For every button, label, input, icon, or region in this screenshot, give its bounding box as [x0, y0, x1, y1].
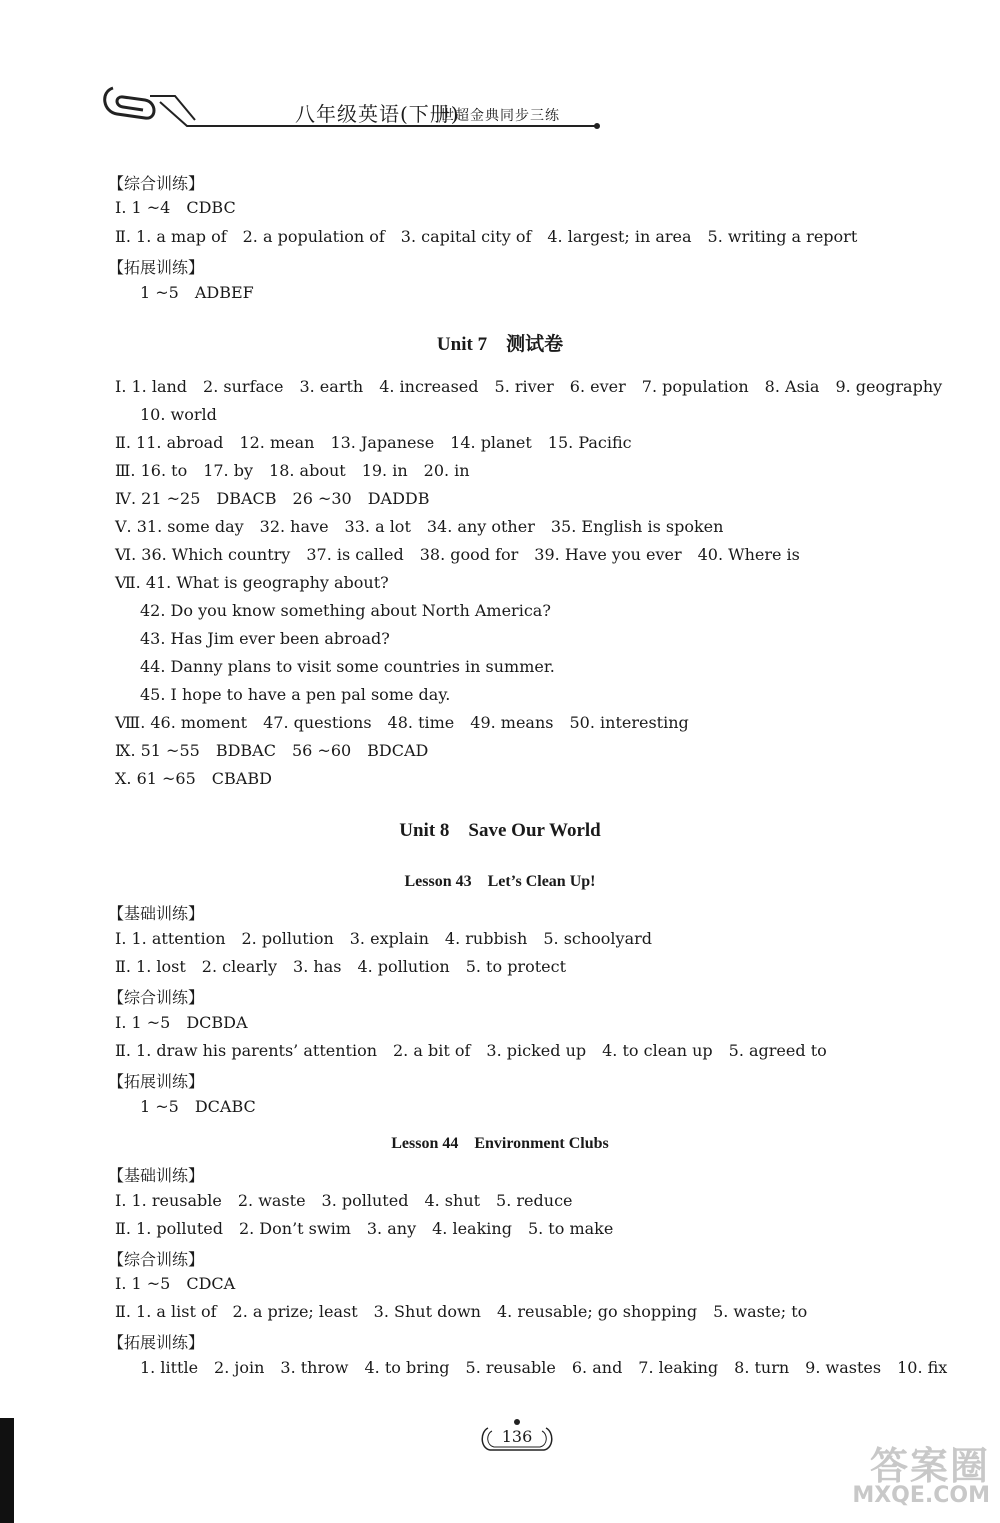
answer-line: 44. Danny plans to visit some countries in summer.: [140, 657, 555, 676]
book-series: 世超金典同步三练: [440, 108, 560, 124]
answer-line: Ⅰ. 1. land 2. surface 3. earth 4. increased 5. river 6. ever 7. population 8. Asia 9. geography: [115, 377, 943, 396]
book-title: 八年级英语(下册): [295, 102, 460, 126]
unit-title: Unit 8 Save Our World: [399, 820, 601, 841]
section-heading: 【基础训练】: [108, 904, 205, 923]
answer-line: Ⅵ. 36. Which country 37. is called 38. good for 39. Have you ever 40. Where is: [115, 545, 800, 564]
section-heading: 【综合训练】: [108, 988, 205, 1007]
answer-line: Ⅳ. 21 ~25 DBACB 26 ~30 DADDB: [115, 489, 430, 508]
scan-edge-shadow: [0, 1418, 14, 1523]
answer-line: Ⅰ. 1 ~5 DCBDA: [115, 1013, 248, 1032]
answer-line: Ⅱ. 1. a list of 2. a prize; least 3. Shut down 4. reusable; go shopping 5. waste; to: [115, 1302, 808, 1321]
page-number: [478, 1418, 556, 1454]
page-header: [95, 78, 615, 138]
answer-line: Ⅱ. 1. draw his parents’ attention 2. a bit of 3. picked up 4. to clean up 5. agreed to: [115, 1041, 827, 1060]
answer-line: Ⅷ. 46. moment 47. questions 48. time 49. means 50. interesting: [115, 713, 689, 732]
answer-line: Ⅶ. 41. What is geography about?: [115, 573, 389, 592]
section-heading: 【综合训练】: [108, 1250, 205, 1269]
lesson-title: Lesson 43 Let’s Clean Up!: [404, 873, 596, 890]
watermark-logo-text: 答案圈: [869, 1444, 990, 1488]
answer-line: Ⅰ. 1 ~5 CDCA: [115, 1274, 236, 1293]
answer-line: 42. Do you know something about North America?: [140, 601, 551, 620]
answer-line: Ⅱ. 11. abroad 12. mean 13. Japanese 14. planet 15. Pacific: [115, 433, 632, 452]
watermark: [840, 1435, 990, 1515]
answer-line: 10. world: [140, 405, 217, 424]
answer-line: Ⅸ. 51 ~55 BDBAC 56 ~60 BDCAD: [115, 741, 429, 760]
answer-line: Ⅱ. 1. polluted 2. Don’t swim 3. any 4. leaking 5. to make: [115, 1219, 614, 1238]
answer-line: Ⅱ. 1. lost 2. clearly 3. has 4. pollution 5. to protect: [115, 957, 567, 976]
page-number-text: 136: [501, 1427, 533, 1446]
answer-line: Ⅰ. 1. attention 2. pollution 3. explain 4. rubbish 5. schoolyard: [115, 929, 653, 948]
answer-line: Ⅱ. 1. a map of 2. a population of 3. capital city of 4. largest; in area 5. writing a report: [115, 227, 858, 246]
unit-title: Unit 7 测试卷: [436, 334, 564, 355]
answer-line: 45. I hope to have a pen pal some day.: [140, 685, 451, 704]
lesson-title: Lesson 44 Environment Clubs: [391, 1135, 609, 1152]
answer-line: Ⅹ. 61 ~65 CBABD: [115, 769, 272, 788]
answer-line: Ⅰ. 1. reusable 2. waste 3. polluted 4. shut 5. reduce: [115, 1191, 573, 1210]
section-heading: 【综合训练】: [108, 174, 205, 193]
section-heading: 【拓展训练】: [108, 258, 205, 277]
answer-line: Ⅲ. 16. to 17. by 18. about 19. in 20. in: [115, 461, 470, 480]
section-heading: 【基础训练】: [108, 1166, 205, 1185]
answer-line: 1 ~5 ADBEF: [140, 283, 254, 302]
section-heading: 【拓展训练】: [108, 1072, 205, 1091]
answer-line: 1 ~5 DCABC: [140, 1097, 256, 1116]
answer-line: Ⅴ. 31. some day 32. have 33. a lot 34. any other 35. English is spoken: [115, 517, 724, 536]
answer-line: 43. Has Jim ever been abroad?: [140, 629, 390, 648]
answer-line: 1. little 2. join 3. throw 4. to bring 5. reusable 6. and 7. leaking 8. turn 9. wastes 10. fix: [140, 1358, 948, 1377]
answer-line: Ⅰ. 1 ~4 CDBC: [115, 198, 236, 217]
section-heading: 【拓展训练】: [108, 1333, 205, 1352]
watermark-site-text: MXQE.COM: [852, 1483, 990, 1508]
